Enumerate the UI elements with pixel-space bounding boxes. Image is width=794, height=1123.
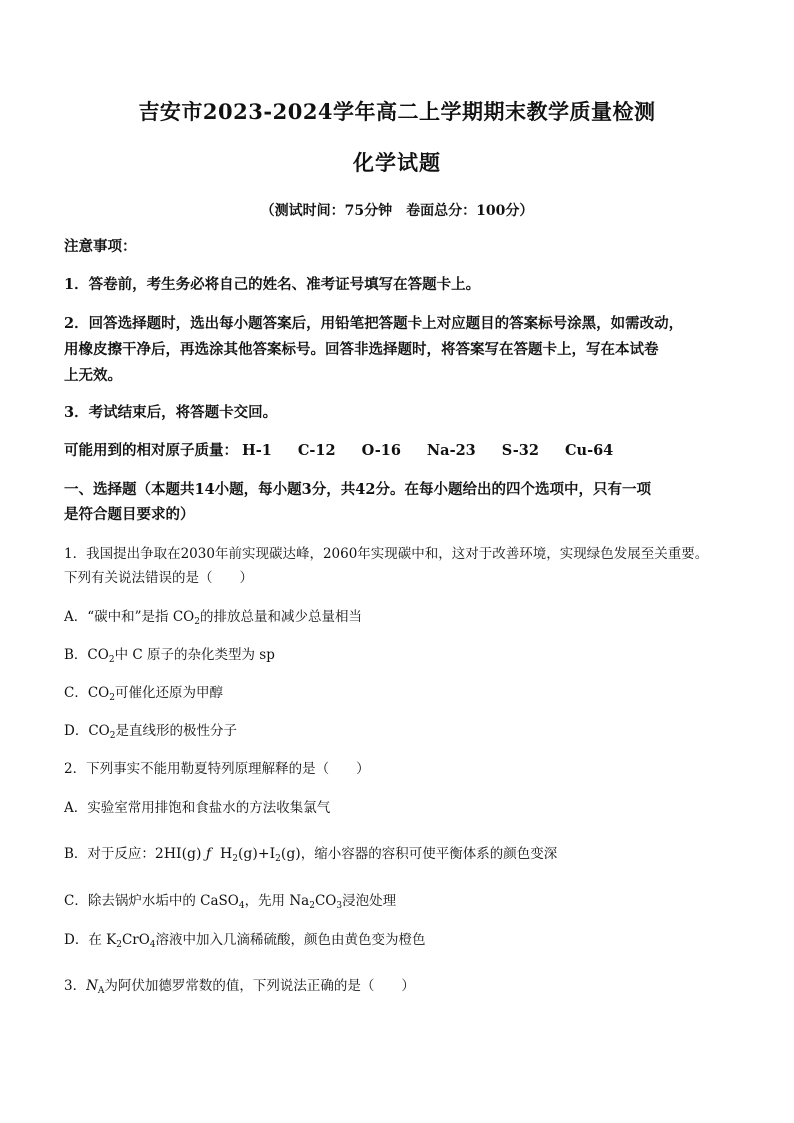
atomic-mass-cu: Cu-64 — [564, 442, 614, 459]
section-1-heading-line-1: 一、选择题（本题共14小题，每小题3分，共42分。在每小题给出的四个选项中，只有一项 — [64, 481, 651, 498]
notice-item-2-line-2: 用橡皮擦干净后，再选涂其他答案标号。回答非选择题时，将答案写在答题卡上，写在本试卷 — [64, 341, 659, 358]
atomic-mass-h: H-1 — [242, 442, 272, 459]
q2-stem: 2．下列事实不能用勒夏特列原理解释的是（ ） — [64, 761, 370, 777]
q2-option-d: D．在 $K_2CrO_4$溶液中加入几滴稀硫酸，颜色由黄色变为橙色 — [64, 932, 426, 950]
q2-option-c: C．除去锅炉水垢中的 CaSO$_4$，先用 $Na_2CO_3$浸泡处理 — [64, 893, 397, 911]
q1-option-a: A．“碳中和”是指 $CO_2$的排放总量和减少总量相当 — [64, 609, 362, 627]
atomic-mass-c: C-12 — [297, 442, 336, 459]
notice-item-3: 3．考试结束后，将答题卡交回。 — [64, 404, 278, 421]
exam-subject: 化学试题 — [353, 150, 441, 175]
q1-option-b: B．$CO_2$中 C 原子的杂化类型为 sp — [64, 647, 275, 665]
q2-equation: 2HI(g) ƒ $H_2(g)+I_2(g)$ — [154, 846, 301, 864]
notice-item-2-line-1: 2．回答选择题时，选出每小题答案后，用铅笔把答题卡上对应题目的答案标号涂黑，如需改动， — [64, 315, 684, 332]
atomic-mass-na: Na-23 — [426, 442, 476, 459]
q2-option-b: B．对于反应：2HI(g) ƒ $H_2(g)+I_2(g)$，缩小容器的容积可使平衡体系的颜色变深 — [64, 846, 558, 864]
notice-heading: 注意事项： — [64, 238, 137, 255]
q1-stem-line-2: 下列有关说法错误的是（ ） — [64, 570, 253, 586]
exam-title: 吉安市2023-2024学年高二上学期期末教学质量检测 — [138, 99, 656, 124]
q3-stem: 3．$N_A$为阿伏加德罗常数的值，下列说法正确的是（ ） — [64, 978, 415, 996]
q1-option-c: C．$CO_2$可催化还原为甲醇 — [64, 685, 223, 703]
q1-option-d: D．$CO_2$是直线形的极性分子 — [64, 723, 237, 741]
notice-item-1: 1．答卷前，考生务必将自己的姓名、准考证号填写在答题卡上。 — [64, 276, 481, 293]
q1-stem-line-1: 1．我国提出争取在2030年前实现碳达峰，2060年实现碳中和，这对于改善环境，实现绿色发展至关重要。 — [64, 546, 709, 562]
atomic-mass-o: O-16 — [361, 442, 401, 459]
atomic-mass-s: S-32 — [501, 442, 539, 459]
atomic-masses-label: 可能用到的相对原子质量： — [64, 442, 238, 459]
atomic-masses — [64, 440, 734, 462]
notice-item-2-line-3: 上无效。 — [64, 367, 122, 384]
q2-option-a: A．实验室常用排饱和食盐水的方法收集氯气 — [64, 800, 331, 816]
exam-info: （测试时间：75分钟 卷面总分：100分） — [260, 203, 534, 219]
section-1-heading-line-2: 是符合题目要求的） — [64, 506, 195, 523]
